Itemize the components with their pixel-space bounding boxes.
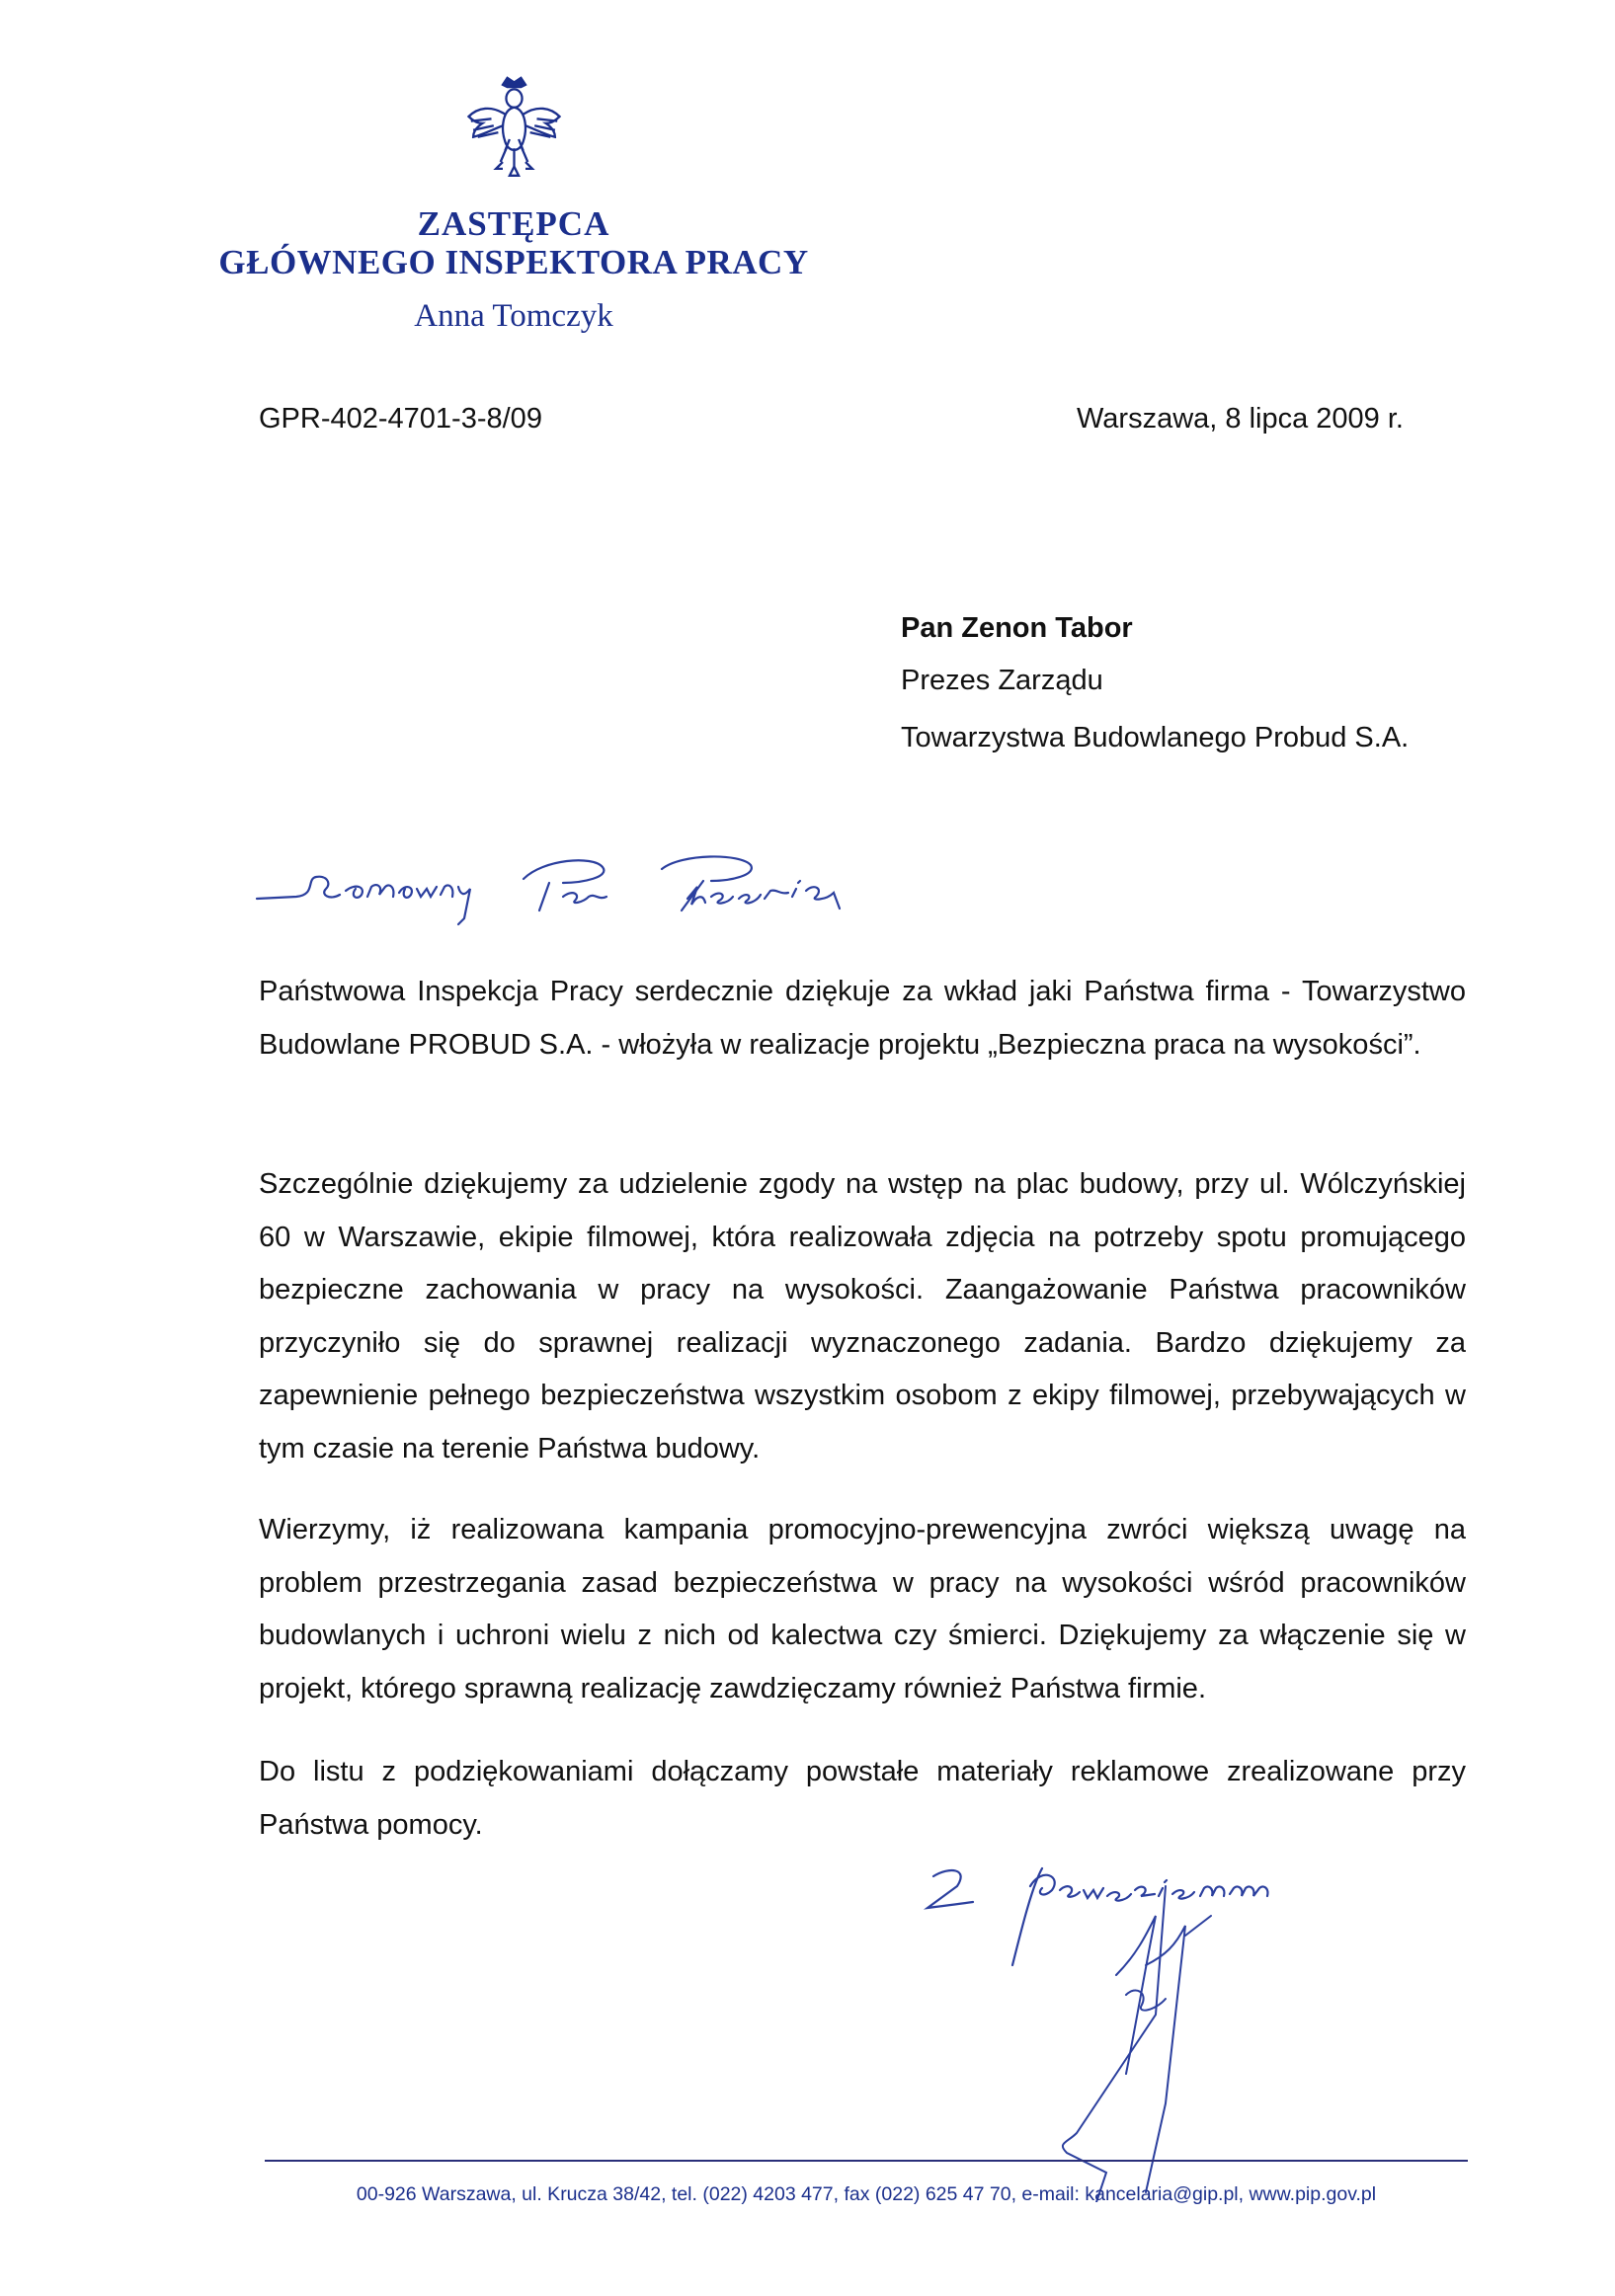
body-paragraph-2: Szczególnie dziękujemy za udzielenie zgody na wstęp na plac budowy, przy ul. Wólczyńskiej 60 w Warszawie, ekipie filmowej, która realizowała zdjęcia na potrzeby spotu promującego bezpieczne zachowania w pracy na wysokości. Zaangażowanie Państwa pracowników przyczyniło się do sprawnej realizacji wyznaczonego zadania. Bardzo dziękujemy za zapewnienie pełnego bezpieczeństwa wszystkim osobom z ekipy filmowej, przebywających w tym czasie na terenie Państwa budowy. — [259, 1168, 1466, 1465]
eagle-emblem-icon — [457, 71, 571, 185]
place-date: Warszawa, 8 lipca 2009 r. — [1077, 403, 1404, 435]
handwritten-salutation — [247, 839, 859, 928]
recipient-company: Towarzystwa Budowlanego Probud S.A. — [901, 722, 1410, 753]
reference-number: GPR-402-4701-3-8/09 — [259, 403, 542, 435]
recipient-name: Pan Zenon Tabor — [901, 612, 1133, 644]
letterhead-subtitle: GŁÓWNEGO INSPEKTORA PRACY — [218, 243, 809, 281]
handwritten-signature — [1017, 1876, 1235, 2202]
footer-divider — [265, 2160, 1468, 2162]
recipient-title: Prezes Zarządu — [901, 665, 1103, 696]
body-paragraph-4: Do listu z podziękowaniami dołączamy powstałe materiały reklamowe zrealizowane przy Państwa pomocy. — [259, 1756, 1466, 1841]
body-paragraph-1: Państwowa Inspekcja Pracy serdecznie dziękuje za wkład jaki Państwa firma - Towarzystwo Budowlane PROBUD S.A. - włożyła w realizacje projektu „Bezpieczna praca na wysokości”. — [259, 976, 1466, 1061]
letterhead-title: ZASTĘPCA — [417, 204, 610, 243]
letterhead-name: Anna Tomczyk — [414, 298, 613, 334]
body-paragraph-3: Wierzymy, iż realizowana kampania promocyjno-prewencyjna zwróci większą uwagę na problem przestrzegania zasad bezpieczeństwa w pracy na wysokości wśród pracowników budowlanych i uchroni wielu z nich od kalectwa czy śmierci. Dziękujemy za włączenie się w projekt, którego sprawną realizację zawdzięczamy również Państwa firmie. — [259, 1514, 1466, 1704]
footer-contact: 00-926 Warszawa, ul. Krucza 38/42, tel. (022) 4203 477, fax (022) 625 47 70, e-mail: kancelaria@gip.pl, www.pip.gov.pl — [356, 2183, 1377, 2205]
